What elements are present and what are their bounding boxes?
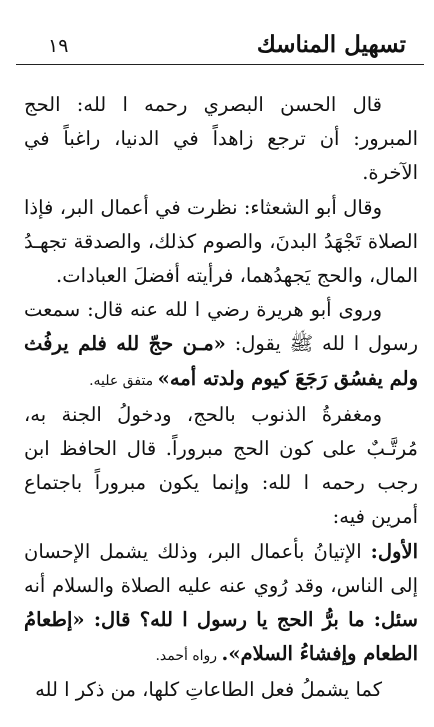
hadith-source: رواه أحمد.: [155, 648, 222, 665]
paragraph-ibn-rajab: [24, 398, 418, 535]
hadith-question: سئل: ما برُّ الحج يا رسول ا لله؟ قال: «إطعامُ الطعام وإفشاءُ السلام».: [24, 608, 418, 666]
paragraph-closing: [24, 673, 418, 707]
paragraph-text: الإتيانُ بأعمال البر، وذلك يشمل الإحسان إلى الناس، وقد رُوي عنه عليه الصلاة والسلام أنه: [24, 539, 418, 597]
hadith-source: متفق عليه.: [89, 372, 158, 389]
paragraph-hasan-basri: [24, 88, 418, 191]
paragraph-intro: وروى أبو هريرة رضي ا لله عنه قال: سمعت رسول ا لله ﷺ يقول:: [24, 298, 418, 356]
paragraph-first-condition: [24, 535, 418, 674]
paragraph-abu-shatha: [24, 191, 418, 294]
page-header: [22, 26, 412, 66]
paragraph-text: وقال أبو الشعثاء: نظرت في أعمال البر، فإذا الصلاة تَجْهَدُ البدنَ، والصوم كذلك، والصدقة تجهـدُ المال، والحج يَجهدُهما، فرأيته أفضلَ العبادات.: [24, 195, 418, 288]
paragraph-text: كما يشملُ فعل الطاعاتِ كلها، من ذكر ا لله: [35, 678, 382, 702]
book-title: تسهيل المناسك: [256, 31, 406, 58]
page-body: [24, 88, 418, 708]
paragraph-text: قال الحسن البصري رحمه ا لله: الحج المبرور: أن ترجع زاهداً في الدنيا، راغباً في الآخرة.: [24, 93, 418, 185]
paragraph-text: ومغفرةُ الذنوب بالحج، ودخولُ الجنة به، مُرتَّـبٌ على كون الحج مبروراً. قال الحافظ ابن رجب رحمه ا لله: وإنما يكون مبروراً باجتماع أمرين فيه:: [24, 402, 418, 529]
paragraph-abu-hurayra: [24, 293, 418, 398]
hadith-quote: «مـن حجّ لله فلم يرفُث ولم يفسُق رَجَعَ كيوم ولدته أمه»: [24, 332, 418, 390]
page-number: ١٩: [48, 35, 69, 57]
condition-label: الأول:: [370, 539, 418, 563]
header-divider: [16, 64, 424, 65]
